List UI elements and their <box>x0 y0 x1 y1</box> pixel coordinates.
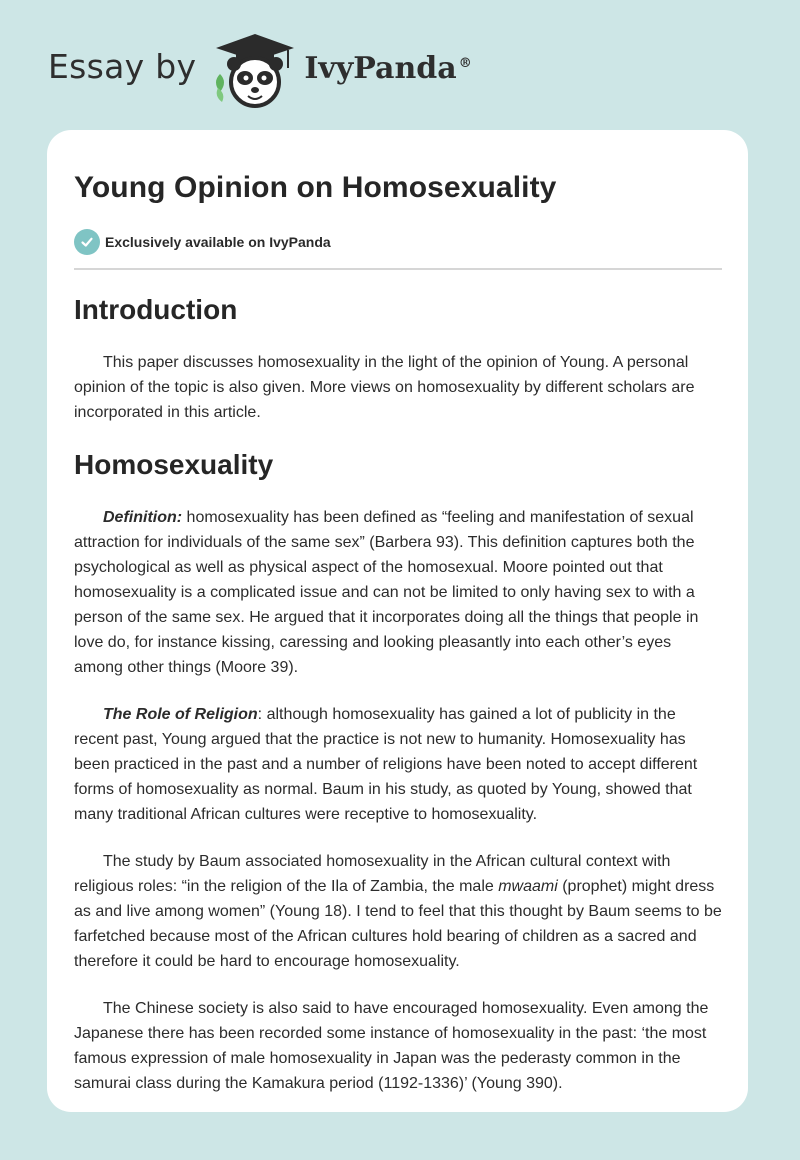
exclusive-badge <box>74 228 722 256</box>
chinese-paragraph: The Chinese society is also said to have encouraged homosexuality. Even among the Japanese there has been recorded some instance of homosexuality in the past: ‘the most famous expression of male homosexuality in Japan was the pederasty common in the samurai class during the Kamakura period (1192-1336)’ (Young 390). <box>74 1000 709 1092</box>
registered-mark: ® <box>458 55 472 71</box>
brand-prefix: Essay by <box>48 46 197 86</box>
definition-paragraph <box>74 505 722 680</box>
check-icon <box>74 229 100 255</box>
essay-card <box>47 130 748 1112</box>
section-heading-homosexuality: Homosexuality <box>74 449 274 480</box>
baum-paragraph <box>74 849 722 974</box>
baum-italic-term: mwaami <box>498 878 558 895</box>
brand-header <box>48 30 472 110</box>
religion-text: : although homosexuality has gained a lot of publicity in the recent past, Young argued that the practice is not new to humanity. Homosexuality has been practiced in the past and a number of religions have been noted to accept different forms of homosexuality as normal. Baum in his study, as quoted by Young, showed that many traditional African cultures were receptive to homosexuality. <box>74 706 698 823</box>
intro-paragraph: This paper discusses homosexuality in the light of the opinion of Young. A personal opinion of the topic is also given. More views on homosexuality by different scholars are incorporated in this article. <box>74 354 695 421</box>
definition-lead: Definition: <box>103 509 183 526</box>
religion-lead: The Role of Religion <box>103 706 258 723</box>
baum-text-after: (prophet) might dress as and live among women” (Young 18). I tend to feel that this thought by Baum seems to be farfetched because most of the African cultures hold bearing of children as a sacred and therefore it could be hard to encourage homosexuality. <box>74 878 722 970</box>
page-title: Young Opinion on Homosexuality <box>74 171 557 204</box>
panda-logo-icon[interactable] <box>210 30 300 110</box>
section-heading-introduction: Introduction <box>74 294 238 325</box>
brand-name[interactable] <box>304 51 471 86</box>
divider <box>74 268 722 270</box>
baum-text-before: The study by Baum associated homosexuality in the African cultural context with religious roles: “in the religion of the Ila of Zambia, the male <box>74 853 671 895</box>
badge-text: Exclusively available on IvyPanda <box>105 234 331 250</box>
brand-name-text: IvyPanda <box>304 50 457 86</box>
religion-paragraph <box>74 702 722 827</box>
definition-text: homosexuality has been defined as “feeling and manifestation of sexual attraction for individuals of the same sex” (Barbera 93). This definition captures both the psychological as well as physical aspect of the homosexual. Moore pointed out that homosexuality is a complicated issue and can not be limited to only having sex to with a person of the same sex. He argued that it incorporates doing all the things that people in love do, for instance kissing, caressing and looking pleasantly into each other’s eyes among other things (Moore 39). <box>74 509 699 676</box>
